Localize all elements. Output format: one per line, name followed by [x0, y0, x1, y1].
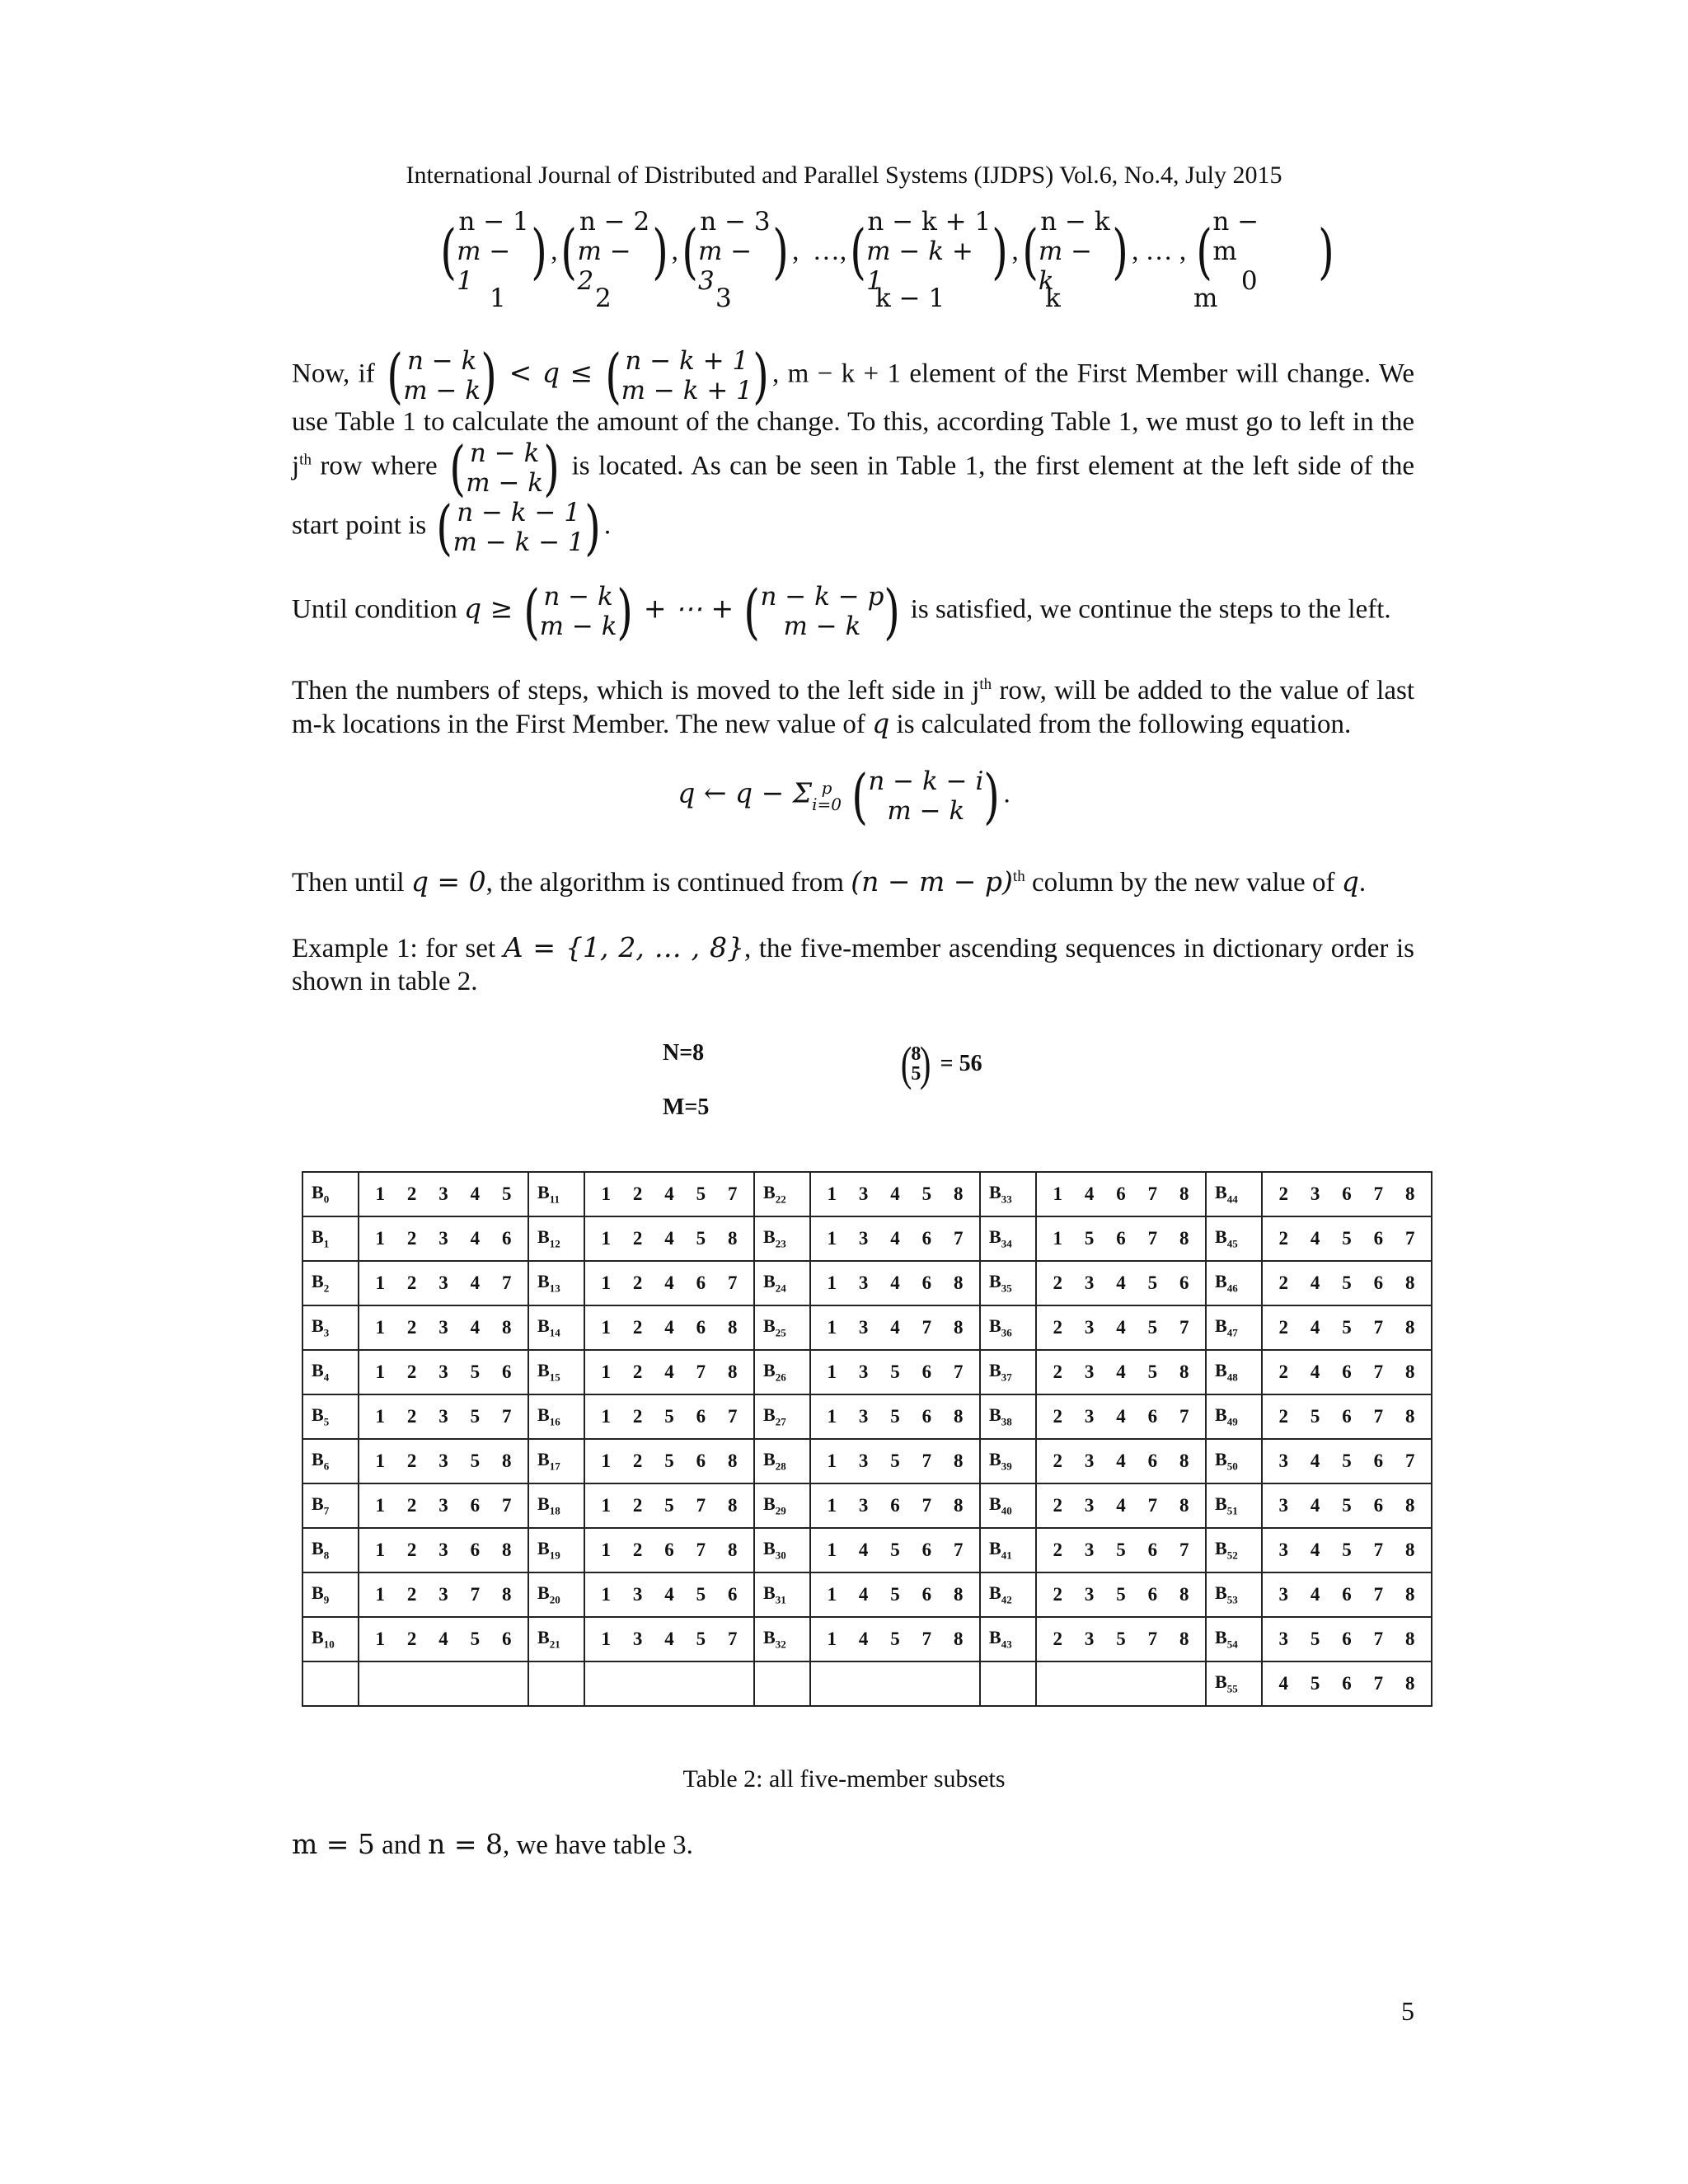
subset-label — [302, 1661, 359, 1706]
subset-label: $B_{52}$ — [1206, 1528, 1262, 1572]
subset-values: 2 3 4 5 8 — [1036, 1350, 1206, 1394]
subset-values — [810, 1661, 980, 1706]
paragraph-4: Then until q = 0, the algorithm is continued from $(n - m - p)^{th}$ column by the new value of q. — [292, 865, 1367, 898]
subset-label: $B_{29}$ — [754, 1483, 810, 1528]
subset-values: 1 2 4 7 8 — [584, 1350, 754, 1394]
subset-values: 1 2 3 6 8 — [359, 1528, 528, 1572]
subset-label: $B_5$ — [302, 1394, 359, 1439]
subset-label: $B_{23}$ — [754, 1216, 810, 1261]
subset-label: $B_{26}$ — [754, 1350, 810, 1394]
subset-values: 1 3 4 6 7 — [810, 1216, 980, 1261]
binomial-sequence: ( n − 1 m − 1 ) , ( n − 2 m − 2 ) , ( n − 3 m − 3 ) , … , ( n − k + 1 m − k + 1 ) , ( n − k m − k ) , … , ( n − m 0 ) — [437, 221, 1343, 282]
subset-label: $B_6$ — [302, 1439, 359, 1483]
subset-values: 3 4 5 6 7 — [1262, 1439, 1432, 1483]
table-row — [302, 1617, 1432, 1661]
update-equation: q ← q − Σ p i=0 ( n − k − i m − k ) . — [678, 762, 1010, 831]
subset-values: 3 4 5 7 8 — [1262, 1528, 1432, 1572]
ellipsis-2: … — [1145, 236, 1173, 266]
subset-values: 2 3 4 6 8 — [1036, 1439, 1206, 1483]
subset-label: $B_{30}$ — [754, 1528, 810, 1572]
subset-label: $B_{12}$ — [528, 1216, 584, 1261]
subset-label: $B_{54}$ — [1206, 1617, 1262, 1661]
table-caption: Table 2: all five-member subsets — [682, 1765, 1006, 1793]
subset-values: 1 2 6 7 8 — [584, 1528, 754, 1572]
table-row — [302, 1305, 1432, 1350]
subset-label: $B_{45}$ — [1206, 1216, 1262, 1261]
subset-values: 1 2 4 6 7 — [584, 1261, 754, 1305]
subset-values: 1 3 4 5 6 — [584, 1572, 754, 1617]
subset-values: 3 4 5 6 8 — [1262, 1483, 1432, 1528]
subset-label: $B_4$ — [302, 1350, 359, 1394]
subset-values: 2 3 6 7 8 — [1262, 1172, 1432, 1216]
subset-label: $B_{43}$ — [980, 1617, 1036, 1661]
subset-label — [980, 1661, 1036, 1706]
subset-values: 1 2 3 5 8 — [359, 1439, 528, 1483]
subset-values: 1 4 5 6 7 — [810, 1528, 980, 1572]
subset-values: 2 3 4 5 7 — [1036, 1305, 1206, 1350]
subset-values: 1 5 6 7 8 — [1036, 1216, 1206, 1261]
table-row — [302, 1661, 1432, 1706]
binom-8-5: ( 8 5 ) = 56 — [900, 1037, 982, 1090]
subset-label: $B_2$ — [302, 1261, 359, 1305]
paragraph-3: Then the numbers of steps, which is moved to the left side in $j^{th}$ row, will be added to the value of last m-k locations in the First Member. The new value of q is calculated from the following equation. — [292, 676, 1415, 739]
subset-values: 1 3 5 6 8 — [810, 1394, 980, 1439]
subset-label: $B_{18}$ — [528, 1483, 584, 1528]
subset-values — [359, 1661, 528, 1706]
binom-term-k: ( n − k m − k ) — [1022, 207, 1128, 296]
subset-label: $B_{44}$ — [1206, 1172, 1262, 1216]
table-row — [302, 1350, 1432, 1394]
subset-label: $B_7$ — [302, 1483, 359, 1528]
subset-label: $B_{37}$ — [980, 1350, 1036, 1394]
subset-label: $B_{25}$ — [754, 1305, 810, 1350]
subset-values: 2 3 4 7 8 — [1036, 1483, 1206, 1528]
table-row — [302, 1172, 1432, 1216]
subset-label: $B_{46}$ — [1206, 1261, 1262, 1305]
subset-label: $B_{28}$ — [754, 1439, 810, 1483]
subset-label: $B_{47}$ — [1206, 1305, 1262, 1350]
subset-values: 2 4 6 7 8 — [1262, 1350, 1432, 1394]
subset-label: $B_{10}$ — [302, 1617, 359, 1661]
subset-values: 1 3 4 7 8 — [810, 1305, 980, 1350]
table-row — [302, 1572, 1432, 1617]
journal-header: International Journal of Distributed and Parallel Systems (IJDPS) Vol.6, No.4, July 2015 — [406, 162, 1282, 189]
subset-values — [584, 1661, 754, 1706]
subset-values: 1 2 3 4 7 — [359, 1261, 528, 1305]
binom-term-1: ( n − 1 m − 1 ) — [440, 207, 547, 296]
subset-values: 1 2 3 7 8 — [359, 1572, 528, 1617]
subset-label: $B_{34}$ — [980, 1216, 1036, 1261]
subset-values: 1 2 4 5 6 — [359, 1617, 528, 1661]
subset-label: $B_9$ — [302, 1572, 359, 1617]
subset-label: $B_{51}$ — [1206, 1483, 1262, 1528]
subset-label: $B_{14}$ — [528, 1305, 584, 1350]
subset-label: $B_{53}$ — [1206, 1572, 1262, 1617]
table-row — [302, 1483, 1432, 1528]
subset-label: $B_{35}$ — [980, 1261, 1036, 1305]
subset-values: 1 2 3 5 6 — [359, 1350, 528, 1394]
table-row — [302, 1439, 1432, 1483]
subset-values: 1 4 5 6 8 — [810, 1572, 980, 1617]
binom-term-m: ( n − m 0 ) — [1196, 207, 1334, 296]
subset-values: 2 4 5 6 7 — [1262, 1216, 1432, 1261]
paragraph-1: Now, if ( n − k m − k ) < q ≤ ( n − k + 1 m − k + 1 ) , m − k + 1 element of the First Member will change. We use Table 1 to calculate the amount of the change. To this, according Table 1, we must go to left in the $j^{th}$ row where ( n − k m − k ) is located. As can be seen in Table 1, the first element at the left side of the start point is ( n − k − 1 m − k − 1 ) . — [292, 341, 1415, 562]
subset-values: 2 3 4 6 7 — [1036, 1394, 1206, 1439]
subset-label: $B_{40}$ — [980, 1483, 1036, 1528]
subset-label: $B_{36}$ — [980, 1305, 1036, 1350]
subset-values: 1 2 5 7 8 — [584, 1483, 754, 1528]
subset-label: $B_{16}$ — [528, 1394, 584, 1439]
subset-label: $B_{15}$ — [528, 1350, 584, 1394]
subset-values: 1 3 5 7 8 — [810, 1439, 980, 1483]
table-row — [302, 1261, 1432, 1305]
subset-label: $B_{32}$ — [754, 1617, 810, 1661]
subset-label: $B_{17}$ — [528, 1439, 584, 1483]
subset-label: $B_{49}$ — [1206, 1394, 1262, 1439]
subset-label — [528, 1661, 584, 1706]
subset-label: $B_1$ — [302, 1216, 359, 1261]
subset-values: 1 2 3 4 8 — [359, 1305, 528, 1350]
ellipsis: … — [812, 236, 840, 266]
subset-values: 4 5 6 7 8 — [1262, 1661, 1432, 1706]
subset-label — [754, 1661, 810, 1706]
param-m: M=5 — [663, 1094, 710, 1120]
subset-values — [1036, 1661, 1206, 1706]
table-row — [302, 1528, 1432, 1572]
subset-label: $B_{48}$ — [1206, 1350, 1262, 1394]
subset-label: $B_{27}$ — [754, 1394, 810, 1439]
subset-values: 2 3 5 6 7 — [1036, 1528, 1206, 1572]
subset-label: $B_8$ — [302, 1528, 359, 1572]
subset-label: $B_{19}$ — [528, 1528, 584, 1572]
subset-values: 1 4 5 7 8 — [810, 1617, 980, 1661]
subset-values: 2 3 5 7 8 — [1036, 1617, 1206, 1661]
subset-label: $B_{55}$ — [1206, 1661, 1262, 1706]
subset-values: 1 2 5 6 7 — [584, 1394, 754, 1439]
subset-values: 2 4 5 7 8 — [1262, 1305, 1432, 1350]
subset-label: $B_{38}$ — [980, 1394, 1036, 1439]
subset-values: 3 4 6 7 8 — [1262, 1572, 1432, 1617]
subset-label: $B_{24}$ — [754, 1261, 810, 1305]
paragraph-2: Until condition q ≥ ( n − k m − k ) + ⋯ + ( n − k − p m − k ) is satisfied, we continue the steps to the left. — [292, 577, 1391, 646]
subset-values: 1 2 4 5 8 — [584, 1216, 754, 1261]
subset-values: 1 2 5 6 8 — [584, 1439, 754, 1483]
subset-values: 1 2 3 5 7 — [359, 1394, 528, 1439]
paragraph-6: m = 5 and n = 8, we have table 3. — [292, 1828, 693, 1860]
subset-label: $B_{42}$ — [980, 1572, 1036, 1617]
page-number: 5 — [1401, 1996, 1414, 2026]
table-row — [302, 1394, 1432, 1439]
subset-label: $B_{33}$ — [980, 1172, 1036, 1216]
subset-values: 1 4 6 7 8 — [1036, 1172, 1206, 1216]
subset-values: 1 2 3 4 5 — [359, 1172, 528, 1216]
subset-label: $B_{39}$ — [980, 1439, 1036, 1483]
subset-values: 2 5 6 7 8 — [1262, 1394, 1432, 1439]
binom-term-3: ( n − 3 m − 3 ) — [682, 207, 789, 296]
subset-values: 1 2 3 6 7 — [359, 1483, 528, 1528]
subset-values: 1 2 4 6 8 — [584, 1305, 754, 1350]
subset-values: 1 3 6 7 8 — [810, 1483, 980, 1528]
subset-label: $B_{31}$ — [754, 1572, 810, 1617]
param-n: N=8 — [663, 1040, 705, 1066]
subset-values: 2 4 5 6 8 — [1262, 1261, 1432, 1305]
subset-values: 1 3 4 6 8 — [810, 1261, 980, 1305]
subset-values: 1 3 4 5 7 — [584, 1617, 754, 1661]
subsets-table — [302, 1171, 1432, 1707]
subset-label: $B_{11}$ — [528, 1172, 584, 1216]
subset-values: 3 5 6 7 8 — [1262, 1617, 1432, 1661]
binom-term-k-minus-1: ( n − k + 1 m − k + 1 ) — [850, 207, 1009, 296]
subset-values: 1 2 4 5 7 — [584, 1172, 754, 1216]
subset-label: $B_{13}$ — [528, 1261, 584, 1305]
paragraph-5: Example 1: for set A = {1, 2, … , 8}, the five-member ascending sequences in dictionary order is shown in table 2. — [292, 931, 1414, 996]
subset-label: $B_{20}$ — [528, 1572, 584, 1617]
subset-values: 1 3 5 6 7 — [810, 1350, 980, 1394]
subset-values: 1 3 4 5 8 — [810, 1172, 980, 1216]
subset-label: $B_{50}$ — [1206, 1439, 1262, 1483]
subset-values: 2 3 5 6 8 — [1036, 1572, 1206, 1617]
subset-label: $B_{21}$ — [528, 1617, 584, 1661]
subset-label: $B_{22}$ — [754, 1172, 810, 1216]
binom-term-2: ( n − 2 m − 2 ) — [560, 207, 668, 296]
subset-label: $B_3$ — [302, 1305, 359, 1350]
subset-label: $B_0$ — [302, 1172, 359, 1216]
subset-values: 2 3 4 5 6 — [1036, 1261, 1206, 1305]
table-row — [302, 1216, 1432, 1261]
subset-values: 1 2 3 4 6 — [359, 1216, 528, 1261]
subset-label: $B_{41}$ — [980, 1528, 1036, 1572]
